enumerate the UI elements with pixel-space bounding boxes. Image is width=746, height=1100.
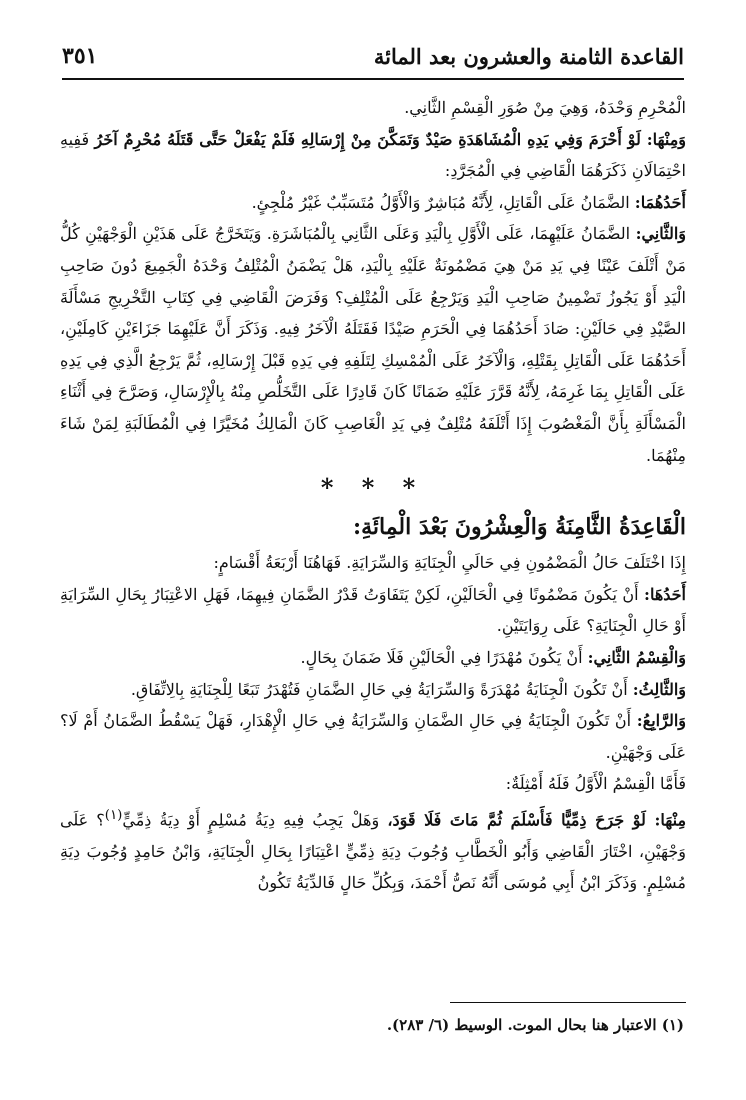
paragraph-text: ؟ عَلَى وَجْهَيْنِ، اخْتَارَ الْقَاضِي وَأَبُو الْخَطَّابِ وُجُوبَ دِيَةِ ذِمِّيٍّ اعْتِبَارًا بِحَالِ الْجِنَايَةِ، وَابْنُ حَامِدٍ وُجُوبَ دِيَةِ مُسْلِمٍ. وَذَكَرَ ابْنُ أَبِي مُوسَى أَنَّهُ نَصُّ أَحْمَدَ، وَبِكُلِّ حَالٍ فَالدِّيَةُ تَكُونُ bbox=[60, 810, 686, 893]
footnote-divider bbox=[450, 1002, 686, 1003]
section-separator: * * * bbox=[320, 473, 426, 503]
paragraph-text: فَأَمَّا الْقِسْمُ الْأَوَّلُ فَلَهُ أَمْثِلَةٌ: bbox=[505, 774, 686, 794]
paragraph bbox=[60, 92, 686, 124]
paragraph-text: أَنْ تَكُونَ الْجِنَايَةُ مُهْدَرَةً وَالسِّرَايَةُ فِي حَالِ الضَّمَانِ فَتُهْدَرُ تَبَعًا لِلْجِنَايَةِ بِالِاتِّفَاقِ. bbox=[130, 679, 628, 699]
paragraph bbox=[60, 800, 686, 899]
paragraph-text: الْمُحْرِمِ وَحْدَهُ، وَهِيَ مِنْ صُوَرِ الْقِسْمِ الثَّانِي. bbox=[404, 98, 686, 117]
section-heading: الْقَاعِدَةُ الثَّامِنَةُ وَالْعِشْرُونَ بَعْدَ الْمِائَةِ: bbox=[352, 514, 686, 541]
paragraph bbox=[60, 768, 686, 800]
paragraph bbox=[60, 124, 686, 187]
paragraph-text: الضَّمَانُ عَلَى الْقَاتِلِ، لِأَنَّهُ مُبَاشِرٌ وَالْأَوَّلُ مُتَسَبِّبٌ غَيْرُ مُلْجِئٍ. bbox=[251, 192, 630, 212]
paragraph-text: أَنْ يَكُونَ مُهْدَرًا فِي الْحَالَيْنِ فَلَا ضَمَانَ بِحَالٍ. bbox=[300, 647, 583, 667]
page-number: ٣٥١ bbox=[62, 43, 98, 69]
paragraph-lead: وَالثَّانِي: bbox=[635, 224, 687, 244]
paragraph bbox=[60, 547, 686, 579]
paragraph bbox=[60, 642, 686, 674]
paragraph bbox=[60, 579, 686, 642]
paragraph bbox=[60, 218, 686, 471]
paragraph bbox=[60, 674, 686, 706]
footnote: (١) الاعتبار هنا بحال الموت. الوسيط (٦/ ٢٨٣). bbox=[386, 1016, 684, 1034]
paragraph-text: أَنْ يَكُونَ مَضْمُونًا فِي الْحَالَيْنِ، لَكِنْ يَتَفَاوَتُ قَدْرُ الضَّمَانِ فِيهِمَا، فَهَلِ الاعْتِبَارُ بِحَالِ السِّرَايَةِ أَوْ حَالِ الْجِنَايَةِ؟ عَلَى رِوَايَتَيْنِ. bbox=[60, 584, 686, 636]
page-header bbox=[62, 38, 684, 80]
paragraph bbox=[60, 705, 686, 768]
paragraph-text: فَفِيهِ احْتِمَالَانِ ذَكَرَهُمَا الْقَاضِي فِي الْمُجَرَّدِ: bbox=[60, 129, 686, 181]
footnote-reference[interactable]: (١) bbox=[104, 807, 123, 823]
running-title: القاعدة الثامنة والعشرون بعد المائة bbox=[373, 44, 684, 69]
paragraph-lead: وَالْقِسْمُ الثَّانِي: bbox=[587, 647, 686, 667]
paragraph-lead: وَالرَّابِعُ: bbox=[636, 711, 686, 731]
paragraph-text: وَهَلْ يَجِبُ فِيهِ دِيَةُ مُسْلِمٍ أَوْ دِيَةُ ذِمِّيٍّ bbox=[122, 810, 380, 830]
paragraph-text: إِذَا اخْتَلَفَ حَالُ الْمَضْمُونِ فِي حَالَيِ الْجِنَايَةِ وَالسِّرَايَةِ. فَهَاهُنَا أَرْبَعَةُ أَقْسَامٍ: bbox=[213, 553, 686, 573]
paragraph-lead: وَالثَّالِثُ: bbox=[632, 679, 686, 699]
paragraph bbox=[60, 187, 686, 219]
paragraph-text: الضَّمَانُ عَلَيْهِمَا، عَلَى الْأَوَّلِ بِالْيَدِ وَعَلَى الثَّانِي بِالْمُبَاشَرَةِ. وَيَتَخَرَّجُ عَلَى هَذَيْنِ الْوَجْهَيْنِ كُلُّ مَنْ أَتْلَفَ عَيْنًا فِي يَدِ مَنْ هِيَ مَضْمُونَةٌ عَلَيْهِ بِالْيَدِ، هَلْ يَضْمَنُ الْمُتْلِفُ وَحْدَهُ الْجَمِيعَ دُونَ صَاحِبِ الْيَدِ أَوْ يَجُوزُ تَضْمِينُ صَاحِبِ الْيَدِ وَيَرْجِعُ عَلَى الْمُتْلِفِ؟ وَفَرَضَ الْقَاضِي فِي كِتَابِ التَّخْرِيجِ مَسْأَلَةَ الصَّيْدِ فِي حَالَيْنِ: صَادَ أَحَدُهُمَا فِي الْحَرَمِ صَيْدًا فَقَتَلَهُ الْآخَرُ فِيهِ. وَذَكَرَ أَنَّ عَلَيْهِمَا جَزَاءَيْنِ كَامِلَيْنِ، أَحَدُهُمَا عَلَى الْقَاتِلِ بِقَتْلِهِ، وَالْآخَرُ عَلَى الْمُمْسِكِ لِتَلَفِهِ فِي يَدِهِ قَبْلَ إِرْسَالِهِ، ثُمَّ يَرْجِعُ الَّذِي فِي يَدِهِ عَلَى الْقَاتِلِ بِمَا غَرِمَهُ، لِأَنَّهُ قَرَّرَ عَلَيْهِ ضَمَانًا كَانَ قَادِرًا عَلَى التَّخَلُّصِ مِنْهُ بِالْإِرْسَالِ، وَصَرَّحَ فِي أَثْنَاءِ الْمَسْأَلَةِ بِأَنَّ الْمَغْصُوبَ إِذَا أَتْلَفَهُ مُتْلِفٌ فِي يَدِ الْغَاصِبِ كَانَ الْمَالِكُ مُخَيَّرًا فِي الْمُطَالَبَةِ لِمَنْ شَاءَ مِنْهُمَا. bbox=[60, 224, 686, 465]
page-body bbox=[60, 92, 686, 899]
paragraph-lead: مِنْهَا: لَوْ جَرَحَ ذِمِّيًّا فَأَسْلَمَ ثُمَّ مَاتَ فَلَا قَوَدَ، bbox=[387, 810, 687, 830]
paragraph-lead: أَحَدُهَا: bbox=[644, 584, 686, 604]
paragraph-lead: وَمِنْهَا: لَوْ أَحْرَمَ وَفِي يَدِهِ الْمُشَاهَدَةِ صَيْدٌ وَتَمَكَّنَ مِنْ إِرْسَالِهِ فَلَمْ يَفْعَلْ حَتَّى قَتَلَهُ مُحْرِمٌ آخَرُ bbox=[94, 129, 686, 149]
paragraph-text: أَنْ تَكُونَ الْجِنَايَةُ فِي حَالِ الضَّمَانِ وَالسِّرَايَةُ فِي حَالِ الْإِهْدَارِ، فَهَلْ يَسْقُطُ الضَّمَانُ أَمْ لَا؟ عَلَى وَجْهَيْنِ. bbox=[60, 711, 686, 762]
paragraph-lead: أَحَدُهُمَا: bbox=[634, 192, 686, 212]
